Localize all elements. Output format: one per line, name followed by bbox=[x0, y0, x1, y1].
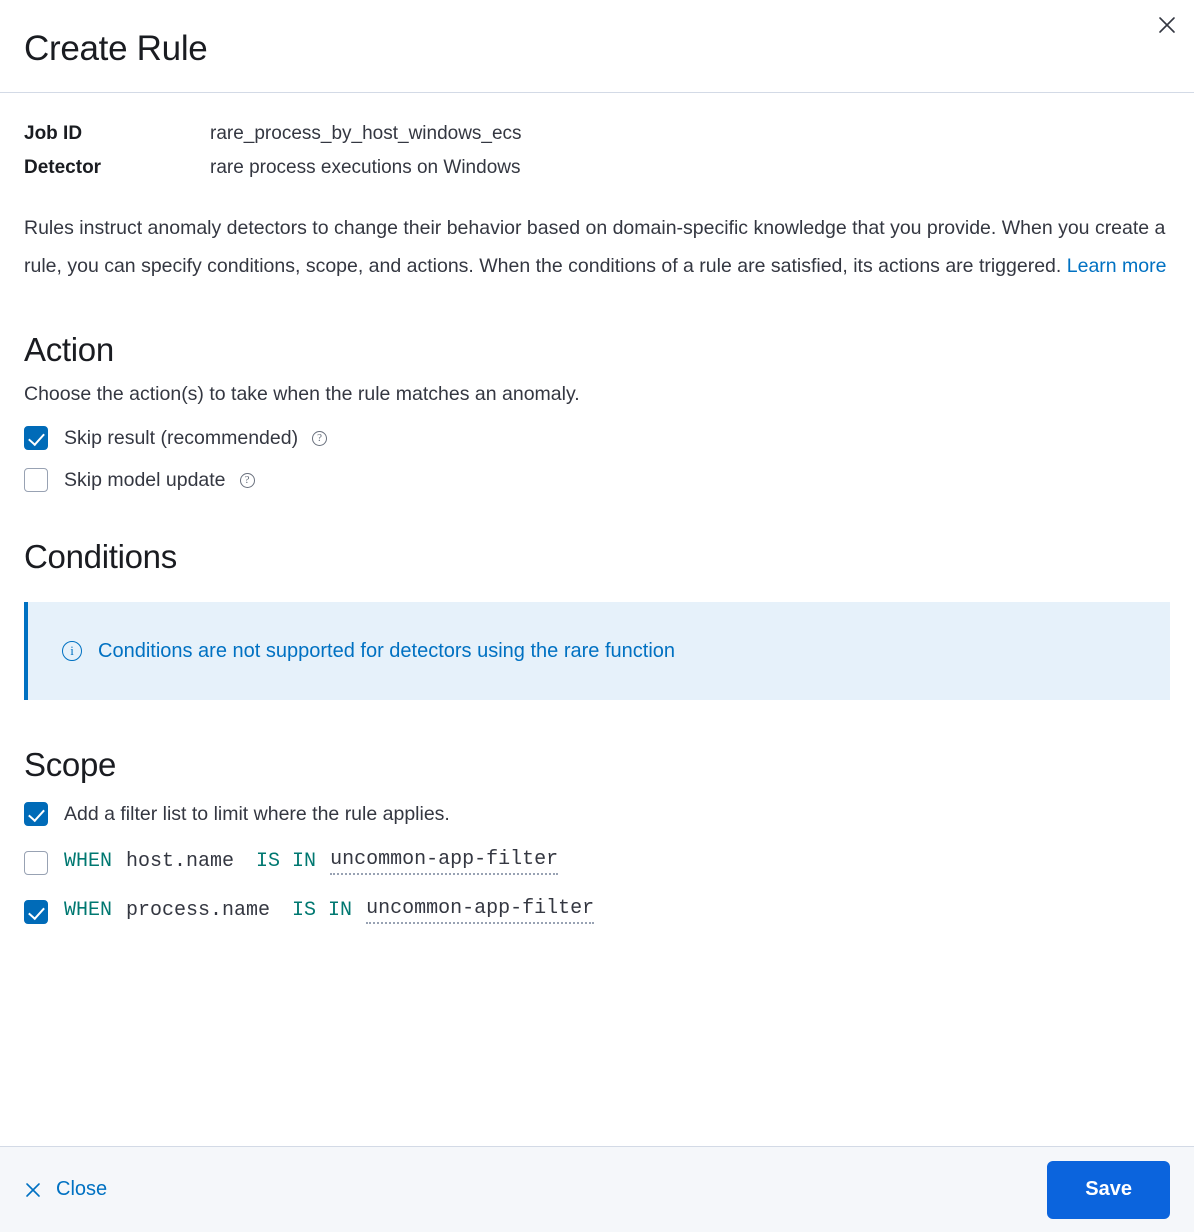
filter-field: host.name bbox=[126, 850, 235, 873]
flyout-footer bbox=[0, 1146, 1194, 1232]
close-icon[interactable] bbox=[1150, 8, 1184, 42]
skip-result-label: Skip result (recommended) bbox=[64, 426, 299, 449]
filter-field: process.name bbox=[126, 899, 271, 922]
conditions-callout-text: Conditions are not supported for detectors using the rare function bbox=[98, 639, 676, 662]
scope-section-title: Scope bbox=[24, 746, 117, 783]
close-button-label: Close bbox=[56, 1178, 108, 1200]
skip-model-update-row[interactable] bbox=[24, 468, 1170, 492]
scope-filter-checkbox-host[interactable] bbox=[24, 851, 48, 875]
page-title: Create Rule bbox=[24, 29, 208, 68]
learn-more-link[interactable]: Learn more bbox=[1066, 255, 1167, 277]
save-button[interactable]: Save bbox=[1047, 1161, 1170, 1219]
job-id-label: Job ID bbox=[24, 123, 83, 144]
scope-filter-checkbox-process[interactable] bbox=[24, 900, 48, 924]
conditions-callout bbox=[24, 602, 1170, 700]
conditions-section-title: Conditions bbox=[24, 538, 177, 575]
detector-value: rare process executions on Windows bbox=[210, 157, 521, 178]
action-section-subtitle: Choose the action(s) to take when the rule matches an anomaly. bbox=[24, 383, 580, 405]
scope-enable-row[interactable] bbox=[24, 802, 1170, 826]
skip-result-checkbox[interactable] bbox=[24, 426, 48, 450]
flyout-body bbox=[0, 93, 1194, 1146]
job-id-value: rare_process_by_host_windows_ecs bbox=[210, 123, 522, 144]
detector-row bbox=[24, 153, 1170, 183]
info-icon: i bbox=[62, 641, 82, 661]
filter-value[interactable]: uncommon-app-filter bbox=[330, 848, 558, 875]
skip-model-update-label: Skip model update bbox=[64, 468, 226, 491]
filter-operator[interactable]: IS IN bbox=[292, 899, 353, 922]
intro-body: Rules instruct anomaly detectors to change their behavior based on domain-specific knowledge that you provide. When you create a rule, you can specify conditions, scope, and actions. When the conditions of a rule are satisfied, its actions are triggered. bbox=[24, 217, 1166, 277]
filter-operator[interactable]: IS IN bbox=[256, 850, 317, 873]
skip-model-update-checkbox[interactable] bbox=[24, 468, 48, 492]
skip-result-row[interactable] bbox=[24, 426, 1170, 450]
scope-filter-row[interactable] bbox=[24, 897, 1170, 924]
close-button[interactable] bbox=[24, 1178, 107, 1201]
detector-label: Detector bbox=[24, 157, 102, 178]
help-icon[interactable]: ? bbox=[240, 473, 255, 488]
scope-enable-label: Add a filter list to limit where the rule applies. bbox=[64, 802, 450, 825]
scope-enable-checkbox[interactable] bbox=[24, 802, 48, 826]
filter-keyword: WHEN bbox=[64, 899, 113, 922]
close-icon bbox=[24, 1181, 42, 1199]
intro-text bbox=[24, 209, 1170, 285]
help-icon[interactable]: ? bbox=[312, 431, 327, 446]
action-section-title: Action bbox=[24, 331, 114, 368]
filter-keyword: WHEN bbox=[64, 850, 113, 873]
filter-value[interactable]: uncommon-app-filter bbox=[366, 897, 594, 924]
job-id-row bbox=[24, 119, 1170, 149]
scope-filter-row[interactable] bbox=[24, 848, 1170, 875]
flyout-header bbox=[0, 0, 1194, 93]
